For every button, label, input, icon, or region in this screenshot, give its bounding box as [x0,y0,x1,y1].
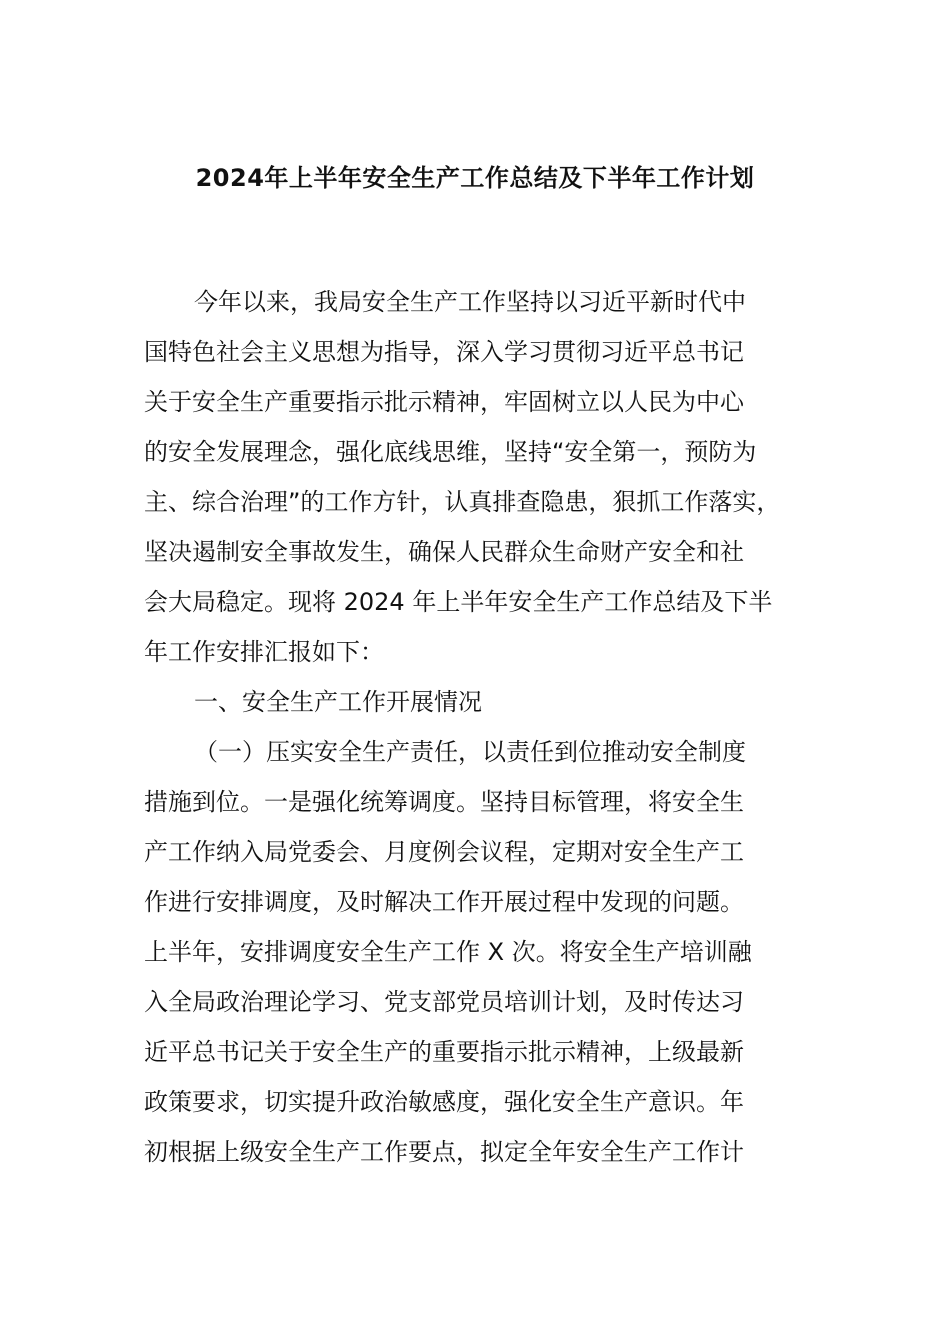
paragraph-line: 措施到位。一是强化统筹调度。坚持目标管理，将安全生 [144,788,744,816]
paragraph-line: 年工作安排汇报如下： [144,638,384,666]
paragraph-line: 政策要求，切实提升政治敏感度，强化安全生产意识。年 [144,1088,744,1116]
paragraph-line: 近平总书记关于安全生产的重要指示批示精神，上级最新 [144,1038,744,1066]
paragraph-line: 坚决遏制安全事故发生，确保人民群众生命财产安全和社 [144,538,744,566]
paragraph-line: 会大局稳定。现将 2024 年上半年安全生产工作总结及下半 [144,588,773,616]
subsection-heading-line: （一）压实安全生产责任，以责任到位推动安全制度 [194,738,746,766]
paragraph-line: 产工作纳入局党委会、月度例会议程，定期对安全生产工 [144,838,744,866]
document-title: 2024年上半年安全生产工作总结及下半年工作计划 [195,164,755,192]
paragraph-line: 今年以来，我局安全生产工作坚持以习近平新时代中 [194,288,746,316]
paragraph-line: 主、综合治理”的工作方针，认真排查隐患，狠抓工作落实， [144,488,781,516]
paragraph-line: 国特色社会主义思想为指导，深入学习贯彻习近平总书记 [144,338,744,366]
paragraph-line: 初根据上级安全生产工作要点，拟定全年安全生产工作计 [144,1138,744,1166]
paragraph-line: 作进行安排调度，及时解决工作开展过程中发现的问题。 [144,888,744,916]
paragraph-line: 关于安全生产重要指示批示精神，牢固树立以人民为中心 [144,388,744,416]
paragraph-line: 的安全发展理念，强化底线思维，坚持“安全第一，预防为 [144,438,757,466]
paragraph-line: 入全局政治理论学习、党支部党员培训计划，及时传达习 [144,988,744,1016]
paragraph-line: 上半年，安排调度安全生产工作 X 次。将安全生产培训融 [144,938,752,966]
section-heading: 一、安全生产工作开展情况 [194,688,482,716]
